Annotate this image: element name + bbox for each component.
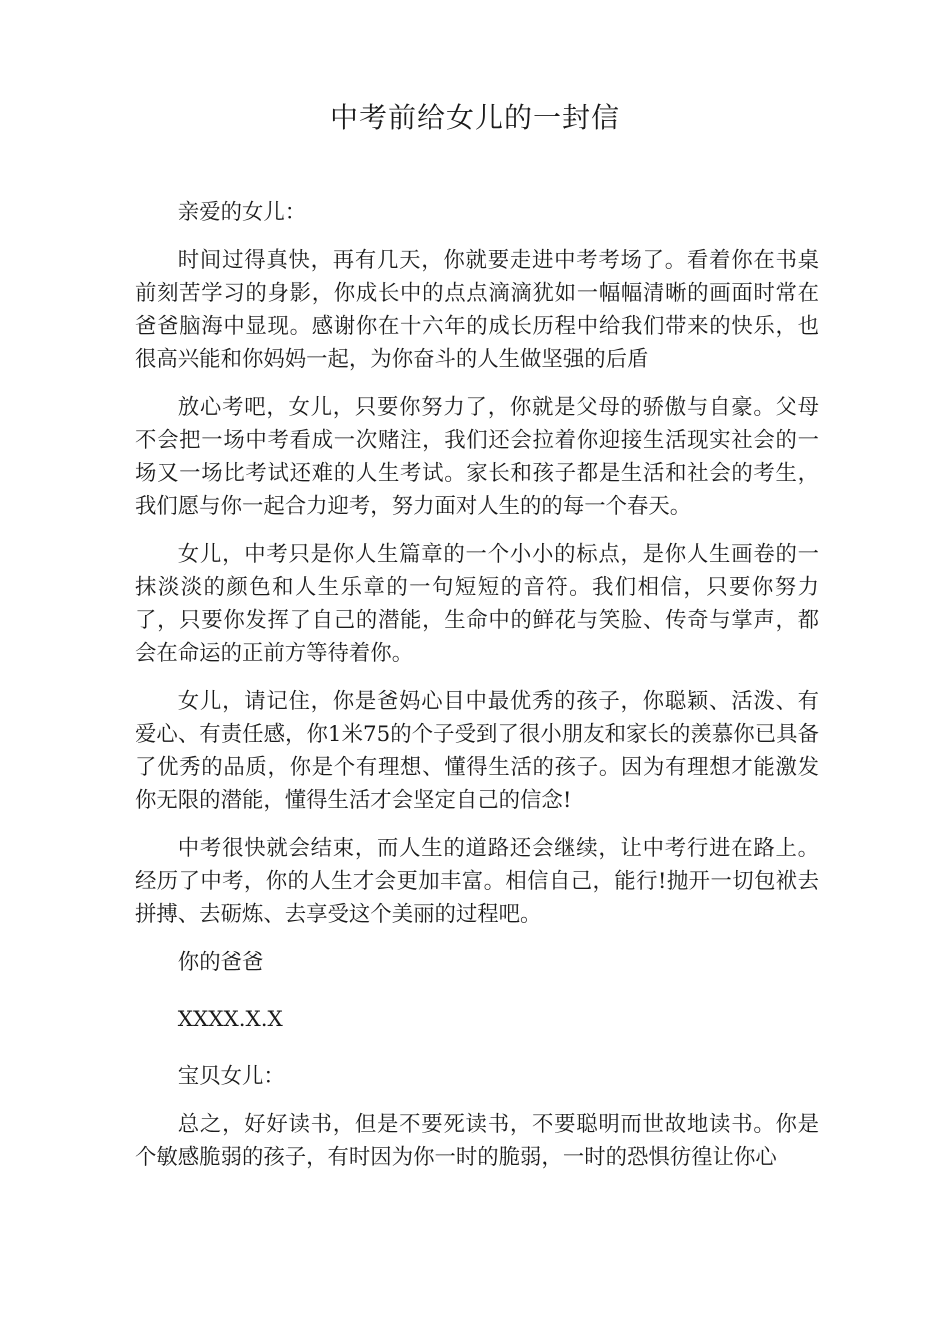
page-title: 中考前给女儿的一封信	[329, 101, 620, 134]
greeting: 亲爱的女儿：	[177, 200, 307, 225]
paragraph: 放心考吧，女儿，只要你努力了，你就是父母的骄傲与自豪。父母不会把一场中考看成一次赌注，我们还会拉着你迎接生活现实社会的一场又一场比考试还难的人生考试。家长和孩子都是生活和社会的考生，我们愿与你一起合力迎考，努力面对人生的的每一个春天。	[135, 395, 819, 519]
date: XXXX.X.X	[177, 1007, 283, 1032]
paragraph: 时间过得真快，再有几天，你就要走进中考考场了。看着你在书桌前刻苦学习的身影，你成长中的点点滴滴犹如一幅幅清晰的画面时常在爸爸脑海中显现。感谢你在十六年的成长历程中给我们带来的快乐，也很高兴能和你妈妈一起，为你奋斗的人生做坚强的后盾	[135, 248, 819, 372]
paragraph: 总之，好好读书，但是不要死读书，不要聪明而世故地读书。你是个敏感脆弱的孩子，有时因为你一时的脆弱，一时的恐惧彷徨让你心	[135, 1112, 819, 1170]
greeting-second: 宝贝女儿：	[177, 1064, 285, 1089]
paragraph: 女儿，中考只是你人生篇章的一个小小的标点，是你人生画卷的一抹淡淡的颜色和人生乐章的一句短短的音符。我们相信，只要你努力了，只要你发挥了自己的潜能，生命中的鲜花与笑脸、传奇与掌声，都会在命运的正前方等待着你。	[135, 542, 819, 666]
signature: 你的爸爸	[177, 950, 264, 975]
paragraph: 中考很快就会结束，而人生的道路还会继续，让中考行进在路上。经历了中考，你的人生才会更加丰富。相信自己，能行!抛开一切包袱去拼搏、去砺炼、去享受这个美丽的过程吧。	[135, 836, 819, 927]
paragraph: 女儿，请记住，你是爸妈心目中最优秀的孩子，你聪颖、活泼、有爱心、有责任感，你1米75的个子受到了很小朋友和家长的羡慕你已具备了优秀的品质，你是个有理想、懂得生活的孩子。因为有理想才能激发你无限的潜能，懂得生活才会坚定自己的信念!	[135, 689, 819, 813]
letter-body	[135, 196, 819, 1189]
